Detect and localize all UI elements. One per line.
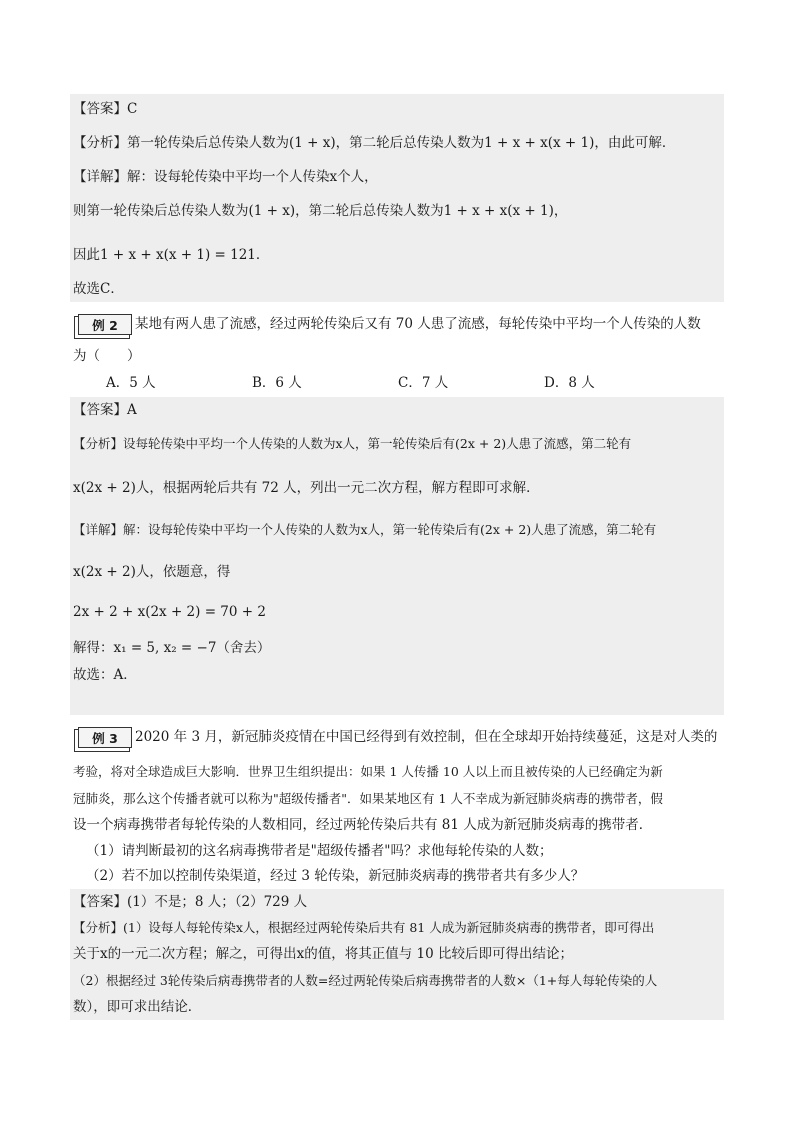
example-2-question-line1: 某地有两人患了流感，经过两轮传染后又有 70 人患了流感，每轮传染中平均一个人传染的人数 [135, 316, 701, 332]
example-label-3: 例 3 [78, 727, 132, 748]
answer-2: 【答案】A [73, 402, 137, 418]
detail-1: 【详解】解：设每轮传染中平均一个人传染x个人， [73, 169, 378, 185]
solution-shade-1 [70, 94, 724, 302]
detail-2-line1: 【详解】解：设每轮传染中平均一个人传染的人数为x人，第一轮传染后有(2x + 2)人患了流感，第二轮有 [73, 522, 657, 537]
solution-2: 解得：x₁ = 5, x₂ = −7（舍去） [73, 640, 271, 656]
example-label-2: 例 2 [78, 314, 132, 335]
option-c: C．7 人 [398, 375, 449, 391]
answer-1: 【答案】C [73, 101, 138, 117]
analysis-3-line3: （2）根据经过 3轮传染后病毒携带者的人数=经过两轮传染后病毒携带者的人数×（1+每人每轮传染的人 [73, 973, 658, 988]
example-3-line3: 冠肺炎，那么这个传播者就可以称为"超级传播者"．如果某地区有 1 人不幸成为新冠肺炎病毒的携带者，假 [73, 791, 663, 806]
answer-3: 【答案】(1）不是；8 人；（2）729 人 [73, 894, 308, 910]
example-3-q1: （1）请判断最初的这名病毒携带者是"超级传播者"吗？求他每轮传染的人数； [86, 843, 553, 859]
detail-1-line2: 则第一轮传染后总传染人数为(1 + x)，第二轮后总传染人数为1 + x + x(x + 1)， [73, 203, 568, 219]
example-3-line4: 设一个病毒携带者每轮传染的人数相同，经过两轮传染后共有 81 人成为新冠肺炎病毒的携带者． [73, 817, 653, 833]
option-b: B．6 人 [252, 375, 302, 391]
analysis-1: 【分析】第一轮传染后总传染人数为(1 + x)，第二轮后总传染人数为1 + x + x(x + 1)，由此可解． [73, 135, 676, 151]
option-d: D．8 人 [544, 375, 595, 391]
example-3-q2: （2）若不加以控制传染渠道，经过 3 轮传染，新冠肺炎病毒的携带者共有多少人？ [86, 868, 585, 884]
analysis-3-line1: 【分析】(1）设每人每轮传染x人，根据经过两轮传染后共有 81 人成为新冠肺炎病毒的携带者，即可得出 [73, 920, 655, 935]
example-2-question-line2: 为（ ） [73, 348, 141, 364]
example-3-line1: 2020 年 3 月，新冠肺炎疫情在中国已经得到有效控制，但在全球却开始持续蔓延，这是对人类的 [135, 729, 718, 745]
conclusion-2: 故选：A． [73, 667, 137, 683]
option-a: A．5 人 [106, 375, 156, 391]
example-3-line2: 考验，将对全球造成巨大影响．世界卫生组织提出：如果 1 人传播 10 人以上而且被传染的人已经确定为新 [73, 764, 663, 779]
detail-1-line3: 因此1 + x + x(x + 1) = 121． [73, 247, 270, 263]
analysis-2-line1: 【分析】设每轮传染中平均一个人传染的人数为x人，第一轮传染后有(2x + 2)人患了流感，第二轮有 [73, 436, 632, 451]
analysis-3-line2: 关于x的一元二次方程；解之，可得出x的值，将其正值与 10 比较后即可得出结论； [73, 946, 573, 962]
analysis-3-line4: 数），即可求出结论． [73, 999, 202, 1015]
equation-2: 2x + 2 + x(2x + 2) = 70 + 2 [73, 604, 266, 620]
analysis-2-line2: x(2x + 2)人，根据两轮后共有 72 人，列出一元二次方程，解方程即可求解． [73, 480, 540, 496]
conclusion-1: 故选C． [73, 281, 124, 297]
detail-2-line2: x(2x + 2)人，依题意，得 [73, 564, 231, 580]
